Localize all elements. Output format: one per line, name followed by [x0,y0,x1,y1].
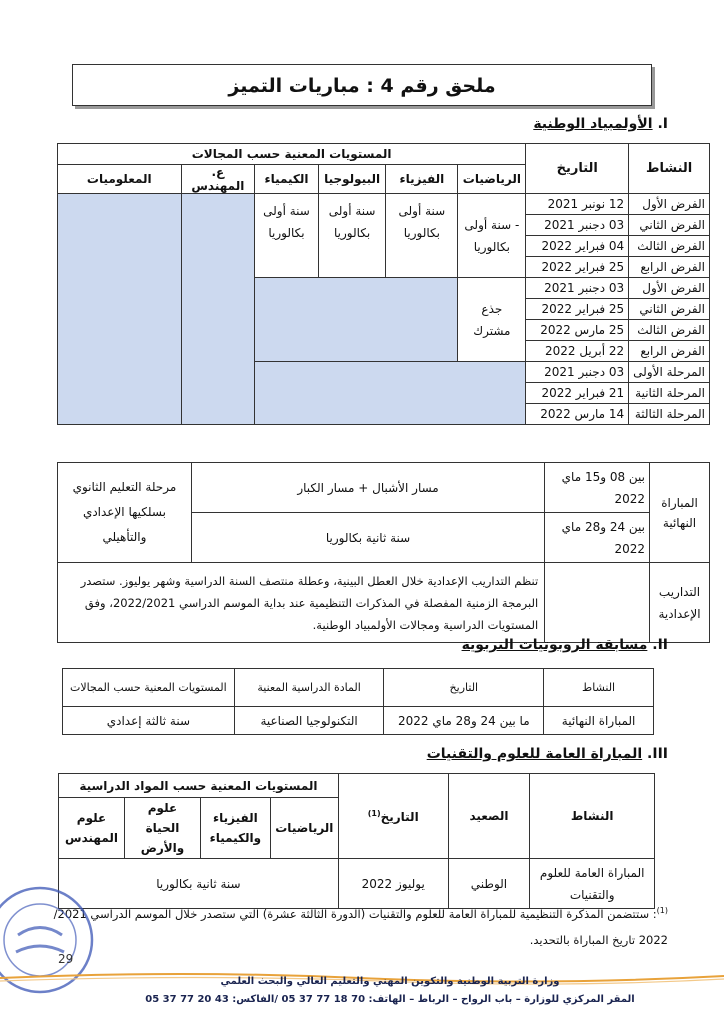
t3-subject-biology: علوم الحياة والأرض [125,798,201,859]
section-1-number: I. [657,116,668,132]
final-track: مسار الأشبال + مسار الكبار [191,463,544,513]
t3-subject-math: الرياضيات [270,798,338,859]
header-levels: المستويات المعنية حسب المجالات [58,144,526,165]
t3-level: الوطني [448,859,530,909]
row-activity: الفرض الثاني [629,215,710,236]
row-activity: الفرض الرابع [629,257,710,278]
section-3-number: III. [647,746,668,762]
informatics-empty [58,194,182,425]
subject-biology: البيولوجيا [318,165,385,194]
olympiad-table [57,143,710,425]
row-activity: المرحلة الثانية [629,383,710,404]
t2-header-date: التاريخ [384,669,544,707]
row-activity: الفرض الثالث [629,320,710,341]
footnote-text: : ستتضمن المذكرة التنظيمية للمباراة العامة للعلوم والتقنيات (الدورة الثالثة عشرة) التي ستصدر خلال الموسم الدراسي 2021/ 2022 تاريخ المباراة بالتحديد. [53,906,668,947]
section-1-title: الأولمبياد الوطنية [533,116,653,132]
subject-math: الرياضيات [458,165,526,194]
math-level: - سنة أولى بكالوريا [458,194,526,278]
subject-informatics: المعلوميات [58,165,182,194]
stages-empty [255,362,526,425]
footer-line-1: وزارة التربية الوطنية والتكوين المهني والتعليم العالي والبحث العلمي [220,976,560,987]
row-activity: المرحلة الأولى [629,362,710,383]
row-date: 12 نونبر 2021 [526,194,629,215]
t3-date: يوليوز 2022 [338,859,448,909]
t3-header-activity: النشاط [530,774,655,859]
row-date: 25 فبراير 2022 [526,299,629,320]
section-2-number: II. [652,637,668,653]
t2-subject: التكنولوجيا الصناعية [234,707,384,735]
row-activity: الفرض الأول [629,278,710,299]
row-date: 22 أبريل 2022 [526,341,629,362]
header-date: التاريخ [526,144,629,194]
final-label: المباراة النهائية [650,463,710,563]
prep-label: التداريب الإعدادية [650,563,710,643]
common-core-empty [255,278,458,362]
physics-level: سنة أولى بكالوريا [386,194,458,278]
t3-subject-engineering: علوم المهندس [59,798,125,859]
t3-header-date-sup: (1) [367,808,381,818]
section-3-heading [427,746,668,762]
t2-header-levels: المستويات المعنية حسب المجالات [63,669,235,707]
final-level-2: سنة ثانية بكالوريا [191,513,544,563]
row-date: 04 فبراير 2022 [526,236,629,257]
row-activity: الفرض الثاني [629,299,710,320]
t3-value: سنة ثانية بكالوريا [59,859,339,909]
row-activity: الفرض الثالث [629,236,710,257]
section-2-heading [462,637,668,653]
subject-chemistry: الكيمياء [255,165,319,194]
common-core-level: جذع مشترك [458,278,526,362]
biology-level: سنة أولى بكالوريا [318,194,385,278]
row-date: 03 دجنبر 2021 [526,362,629,383]
t3-subject-physics: الفيزياء والكيمياء [200,798,270,859]
t2-activity: المباراة النهائية [544,707,654,735]
informatics-level: مرحلة التعليم الثانوي بسلكيها الإعدادي والتأهيلي [58,463,192,563]
header-activity: النشاط [629,144,710,194]
footer-line-2: المقر المركزي للوزارة – باب الرواح – الرباط – الهاتف: 70 18 77 37 05 /الفاكس: 43 20 77 37 05 [145,994,635,1005]
engineering-empty [181,194,255,425]
section-2-title: مسابقة الروبوتيات التربوية [461,637,648,653]
subject-physics: الفيزياء [386,165,458,194]
row-activity: المرحلة الثالثة [629,404,710,425]
t3-activity: المباراة العامة للعلوم والتقنيات [530,859,655,909]
row-date: 14 مارس 2022 [526,404,629,425]
final-date-1: بين 08 و15 ماي 2022 [545,463,650,513]
prep-text: تنظم التداريب الإعدادية خلال العطل البينية، وعطلة منتصف السنة الدراسية وشهر يوليوز. ستصدر البرمجة الزمنية المفصلة في المذكرات التنظيمية عند بداية الموسم الدراسي 2022/2021، وفق المستويات الدراسية ومجالات الأولمبياد الوطنية. [58,563,545,643]
t2-header-activity: النشاط [544,669,654,707]
section-3-title: المباراة العامة للعلوم والتقنيات [426,746,643,762]
row-date: 03 دجنبر 2021 [526,215,629,236]
t3-header-date [338,774,448,859]
robotics-table [62,668,654,735]
olympiad-finals-table [57,462,710,643]
page-title: ملحق رقم 4 : مباريات التميز [72,64,652,106]
row-date: 25 مارس 2022 [526,320,629,341]
page-number: 29 [58,952,74,966]
t2-header-subject: المادة الدراسية المعنية [234,669,384,707]
row-activity: الفرض الرابع [629,341,710,362]
footnote [28,898,668,953]
row-activity: الفرض الأول [629,194,710,215]
subject-engineering: ع. المهندس [181,165,255,194]
section-1-heading [533,116,668,132]
t3-header-levels: المستويات المعنية حسب المواد الدراسية [59,774,339,798]
science-contest-table [58,773,655,909]
row-date: 25 فبراير 2022 [526,257,629,278]
row-date: 21 فبراير 2022 [526,383,629,404]
footnote-marker: (1) [656,906,668,915]
chemistry-level: سنة أولى بكالوريا [255,194,319,278]
t3-header-date-text: التاريخ [380,809,419,824]
row-date: 03 دجنبر 2021 [526,278,629,299]
t2-date: ما بين 24 و28 ماي 2022 [384,707,544,735]
t2-level: سنة ثالثة إعدادي [63,707,235,735]
t3-header-level: الصعيد [448,774,530,859]
final-date-2: بين 24 و28 ماي 2022 [545,513,650,563]
